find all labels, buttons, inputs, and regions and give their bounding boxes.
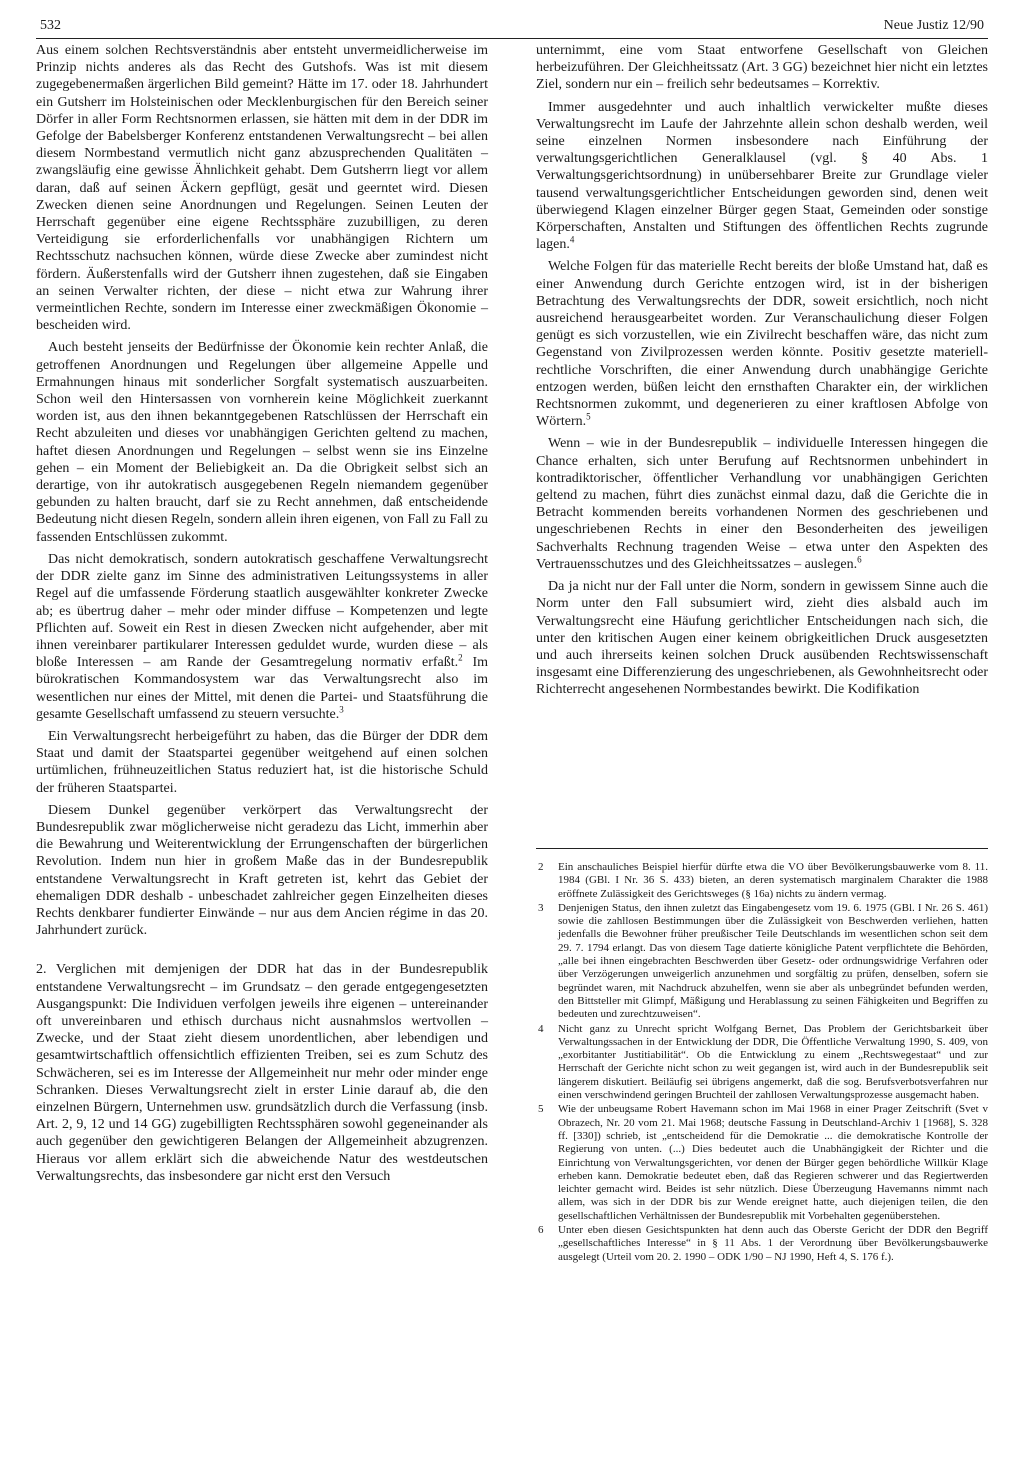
paragraph-text: Wenn – wie in der Bundesrepublik – individuelle Interessen hingegen die Chance erhalten, sich unter Berufung auf Rechtsnormen unbehindert in kontradiktorischer, öffentlicher Verhandlung vor unabhängigen Gerichten geltend zu machen, führt dies zunächst einmal dazu, daß die Gerichte die in Betracht kommenden bereits vorhandenen Normen des geschriebenen und ungeschriebenen Rechts in einer den Besonderheiten des jeweiligen Sachverhalts Rechnung tragenden Weise – etwa unter den Aspekten des Vertrauensschutzes und des Gleichheitssatzes – auslegen. bbox=[536, 436, 988, 572]
footnote bbox=[536, 1224, 988, 1264]
footnote-number: 5 bbox=[538, 1103, 544, 1116]
paragraph-text: Welche Folgen für das materielle Recht bereits der bloße Umstand hat, daß es einer Anwendung durch Gerichte entzogen wird, ist in der bisherigen Betrachtung des Verwaltungsrechts der DDR, soweit ersichtlich, noch nicht ausreichend herausgearbeitet worden. Zur Veranschaulichung dieser Folgen genügt es sich vorzustellen, wie ein Zivilrecht beschaffen wäre, das nicht zum Gegenstand von Zivilprozessen werden könnte. Positiv gesetzte materiell-rechtliche Vorschriften, die einer Anwendung durch unabhängige Gerichte entzogen werden, büßen leicht den ernsthaften Charakter ein, der wirklichen Rechtsnormen zukommt, und degenerieren zu einer kraftlosen Abfolge von Wörtern. bbox=[536, 259, 988, 430]
paragraph bbox=[36, 551, 488, 723]
paragraph: Aus einem solchen Rechtsverständnis aber entsteht unvermeidlicherweise im Prinzip nichts anderes als das Recht des Gutshofs. Was ist mit diesem zugegebenermaßen ärgerlichen Bild gemeint? Hätte im 17. oder 18. Jahrhundert ein Gutsherr im Holsteinischen oder Mecklenburgischen für den Bereich seiner Dörfer in aller Form Rechtsnormen erlassen, sie hätten mit dem in der DDR im Gefolge der Babelsberger Konferenz entstandenen Verwaltungsrecht – bei allen diesem Normbestand vermutlich nicht ganz abzusprechenden Qualitäten – zwangsläufig eine gewisse Ähnlichkeit gehabt. Dem Gutsherrn liegt vor allem daran, daß auf seinen Äckern gepflügt, gesät und geerntet wird. Diesen Zwecken dienen seine Anordnungen und Regelungen. Seinen Leuten der Herrschaft gegenüber eine eigene Rechtssphäre zuzubilligen, zu deren Verteidigung sie erforderlichenfalls vor unabhängigen Richtern um Rechtsschutz nachsuchen können, würde diese Zwecke aber zumindest nicht fördern. Äußerstenfalls wird der Gutsherr ihnen zugestehen, daß sie Eingaben an seinen Verwalter richten, der diese – nicht etwa zur Wahrung ihrer vermeintlichen Rechte, sondern im Interesse einer zweckmäßigen Ökonomie – bescheiden wird. bbox=[36, 43, 488, 334]
footnote-ref: 3 bbox=[339, 704, 344, 715]
footnote-number: 3 bbox=[538, 901, 544, 914]
right-column bbox=[536, 42, 988, 699]
footnote-ref: 4 bbox=[569, 234, 575, 245]
paragraph bbox=[536, 435, 988, 573]
page-number: 532 bbox=[40, 18, 61, 33]
paragraph bbox=[536, 258, 988, 430]
footnote-number: 4 bbox=[538, 1022, 544, 1035]
footnote-text: Denjenigen Status, den ihnen zuletzt das Eingabengesetz vom 19. 6. 1975 (GBl. I Nr. 26 S. 461) sowie die zahllosen Bestimmungen über die Zulässigkeit von Beschwerden verliehen, hatten jedenfalls die Bewohner früher preußischer Teile Deutschlands im wesentlichen schon seit dem 29. 7. 1794 erlangt. Das von diesem Tage datierte königliche Patent verpflichtete die Behörden, „alle bei ihnen eingebrachten Beschwerden über Gesetz- oder ordnungswidrige Verfahren oder über Verzögerungen unweigerlich anzunehmen und sorgfältig zu prüfen, denselben, sofern sie begründet waren, mit Nachdruck abzuhelfen, wenn sie aber als unbegründet befunden werden, den Bittsteller mit Glimpf, Mäßigung und Herablassung zu seinen Fähigkeiten und Begriffen zu bedeuten und zurechtzuweisen“. bbox=[558, 901, 988, 1021]
paragraph-text: Das nicht demokratisch, sondern autokratisch geschaffene Verwaltungsrecht der DDR zielte ganz im Sinne des administrativen Leitungssystems in aller Regel auf die umfassende Förderung staatlich ausgewählter konkreter Zwecke ab; es übertrug daher – mehr oder minder diffuse – Kompetenzen und legte Pflichten auf. Soweit ein Rest in diesen Zwecken nicht aufgehender, aber mit ihnen vereinbarer partikularer Interessen geduldet wurde, wurden diese – als bloße Interessen – am Rande der Gesamtregelung normativ erfaßt. bbox=[36, 551, 488, 671]
paragraph: unternimmt, eine vom Staat entworfene Gesellschaft von Gleichen herbeizuführen. Der Gleichheitssatz (Art. 3 GG) bezeichnet hier nicht ein letztes Ziel, sondern nur ein – freilich sehr bedeutsames – Korrektiv. bbox=[536, 43, 988, 93]
left-column bbox=[36, 42, 488, 1185]
footnote bbox=[536, 1023, 988, 1103]
page-header bbox=[36, 14, 988, 39]
footnote-text: Nicht ganz zu Unrecht spricht Wolfgang Bernet, Das Problem der Gerichtsbarkeit über Verwaltungssachen in der Entwicklung der DDR, Die Öffentliche Verwaltung 1990, S. 409, von „exorbitanter Justitiabilität“. Ob die Entwicklung zu einem „Rechtswegestaat“ und zur Herrschaft der Gerichte nicht schon zu weit gegangen ist, wird auch in der Bundesrepublik seit längerem diskutiert. Beiläufig sei übrigens angemerkt, daß die sog. Berufsverbotsverfahren nur einen verschwindend geringen Bruchteil der zahllosen Verwaltungsprozesse ausgemacht haben. bbox=[558, 1022, 988, 1102]
footnote bbox=[536, 861, 988, 901]
footnote-text: Ein anschauliches Beispiel hierfür dürfte etwa die VO über Bevölkerungsbauwerke vom 8. 11. 1984 (GBl. I Nr. 36 S. 433) bieten, an deren systematisch marginalem Charakter die 1988 eröffnete Zulässigkeit des Gerichtsweges (§ 16a) nichts zu ändern vermag. bbox=[558, 861, 988, 900]
footnotes bbox=[536, 848, 988, 1265]
footnote-ref: 6 bbox=[857, 554, 862, 565]
footnote-ref: 2 bbox=[458, 652, 463, 663]
footnote-ref: 5 bbox=[586, 411, 591, 422]
journal-issue: Neue Justiz 12/90 bbox=[883, 18, 984, 33]
footnote bbox=[536, 902, 988, 1022]
paragraph: Auch besteht jenseits der Bedürfnisse der Ökonomie kein rechter Anlaß, die getroffenen Anordnungen und Regelungen über allgemeine Appelle und Ermahnungen hinaus mit sonderlicher Sorgfalt systematisch auszuarbeiten. Schon weil den Hintersassen von vornherein keine Möglichkeit zuerkannt worden ist, aus den ihnen bekanntgegebenen Ratschlüssen der Herrschaft ein Recht abzuleiten und dieses vor unabhängigen Gerichten geltend zu machen, haftet diesen Anordnungen und Regelungen – selbst wenn sie ins Einzelne gehen – ein Moment der Beliebigkeit an. Da die Obrigkeit selbst sich an derartige, von ihr autokratisch ausgegebenen Regeln niemandem gegenüber gebunden zu halten braucht, darf sie zu Recht annehmen, daß entscheidende Bedeutung nicht diesen Regeln, sondern allein ihren eigenen, von Fall zu Fall zu fassenden Entschlüssen zukommt. bbox=[36, 340, 488, 545]
footnote-text: Wie der unbeugsame Robert Havemann schon im Mai 1968 in einer Prager Zeitschrift (Svet v Obrazech, Nr. 20 vom 21. Mai 1968; deutsche Fassung in Deutschland-Archiv 1 [1968], S. 328 ff. [330]) schrieb, ist „entscheidend für die Demokratie ... die demokratische Kontrolle der Regierung von unten. (...) Dies bedeutet auch die Unabhängigkeit der Richter und die Einrichtung von Verwaltungsgerichten, vor denen der Bürger gegen behördliche Willkür Klage erheben kann. Demokratie bedeutet eben, daß das Regieren schwerer und das Regiertwerden leichter gemacht wird. Beides ist sehr nützlich. Diese Überzeugung Havemanns nimmt nach allem, was sich in der DDR bis zur Wende ereignet hatte, auch diejenigen teilen, die den gesellschaftlichen Verhältnissen der Bundesrepublik mit Vorbehalten gegenüberstehen. bbox=[558, 1103, 988, 1222]
footnote bbox=[536, 1103, 988, 1223]
paragraph bbox=[536, 99, 988, 254]
footnote-text: Unter eben diesen Gesichtspunkten hat denn auch das Oberste Gericht der DDR den Begriff „gesellschaftliches Interesse“ in § 11 Abs. 1 der Verordnung über Bevölkerungsbauwerke ausgelegt (Urteil vom 20. 2. 1990 – ODK 1/90 – NJ 1990, Heft 4, S. 176 f.). bbox=[558, 1224, 988, 1263]
paragraph: Ein Verwaltungsrecht herbeigeführt zu haben, das die Bürger der DDR dem Staat und damit der Staatspartei gegenüber weitgehend auf einen solchen urtümlichen, frühneuzeitlichen Status reduziert hat, ist die historische Schuld der früheren Staatspartei. bbox=[36, 728, 488, 796]
paragraph-text: Im bürokratischen Kommandosystem war das Verwaltungsrecht also im wesentlichen nur eines der Mittel, mit denen die Partei- und Staatsführung die gesamte Gesellschaft umfassend zu steuern versuchte. bbox=[36, 655, 488, 722]
paragraph: Da ja nicht nur der Fall unter die Norm, sondern in gewissem Sinne auch die Norm unter den Fall subsumiert wird, zieht dies alsbald auch im Verwaltungsrecht eine Häufung gerichtlicher Entscheidungen nach sich, die unter den kritischen Augen einer keinem obrigkeitlichen Druck ausgesetzten und auch ihrerseits keinen solchen Druck ausübenden Rechtswissenschaft insgesamt eine Differenzierung des ungeschriebenen, als Gewohnheitsrecht oder Richterrecht angesehenen Normbestandes bewirkt. Die Kodifikation bbox=[536, 579, 988, 698]
paragraph: Diesem Dunkel gegenüber verkörpert das Verwaltungsrecht der Bundesrepublik zwar möglicherweise nicht geradezu das Licht, immerhin aber die Bewahrung und Weiterentwicklung der Errungenschaften der bürgerlichen Revolution. Indem nun hier in großem Maße das in der Bundesrepublik entstandene Verwaltungsrecht in Kraft getreten ist, kehrt das Gebiet der ehemaligen DDR deshalb - unbeschadet zahlreicher gegen Einzelheiten dieses Rechts denkbarer fundierter Einwände – nur aus dem Ancien régime in das 20. Jahrhundert zurück. bbox=[36, 802, 488, 939]
paragraph-text: Immer ausgedehnter und auch inhaltlich verwickelter mußte dieses Verwaltungsrecht im Laufe der Jahrzehnte allein schon deshalb werden, weil seine einzelnen Normen insbesondere nach Einführung der verwaltungsgerichtlichen Generalklausel (vgl. § 40 Abs. 1 Verwaltungsgerichtsordnung) in unübersehbarer Breite zur Grundlage vieler tausend verwaltungsgerichtlicher Entscheidungen geworden sind, denen weit überwiegend Klagen einzelner Bürger gegen Staat, Gemeinden oder sonstige Körperschaften, Anstalten und Stiftungen des öffentlichen Rechts zugrunde lagen. bbox=[536, 99, 988, 253]
section-paragraph: 2. Verglichen mit demjenigen der DDR hat das in der Bundesrepublik entstandene Verwaltungsrecht – im Grundsatz – den gerade entgegengesetzten Ausgangspunkt: Die Individuen verfolgen jeweils ihre eigenen – untereinander oft unvereinbaren und ethisch durchaus nicht ausnahmslos wertvollen – Zwecke, und der Staat zieht diesem unordentlichen, aber lebendigen und gesamtwirtschaftlich offensichtlich effizienten Treiben, sei es zum Schutz des Schwächeren, sei es im Interesse der Allgemeinheit nur mehr oder minder enge Schranken. Dieses Verwaltungsrecht zielt in erster Linie darauf ab, die den einzelnen Bürgern, Unternehmen usw. grundsätzlich durch die Verfassung (insb. Art. 2, 9, 12 und 14 GG) zugebilligten Rechtssphären sowohl gegeneinander als auch gegenüber den gewichtigeren Belangen der Allgemeinheit abzugrenzen. Hieraus vor allem erklärt sich die abweichende Natur des westdeutschen Verwaltungsrechts, das insbesondere gar nicht erst den Versuch bbox=[36, 962, 488, 1184]
footnote-number: 2 bbox=[538, 861, 544, 873]
footnote-number: 6 bbox=[538, 1224, 544, 1237]
